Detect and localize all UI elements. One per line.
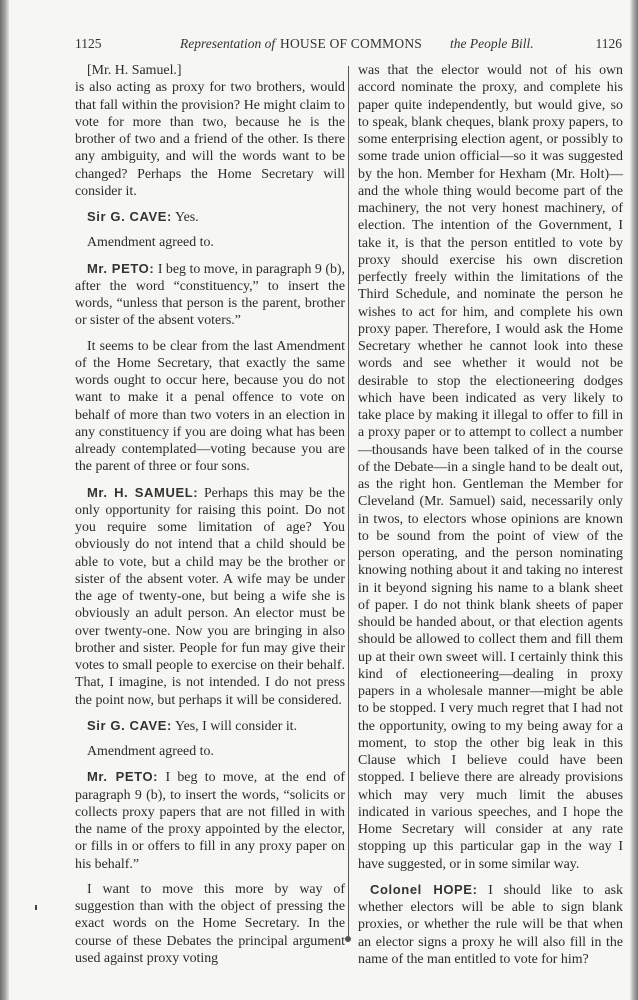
speech-paragraph: Sir G. CAVE: Yes, I will consider it. bbox=[87, 717, 298, 734]
speaker-name: Sir G. CAVE: bbox=[87, 717, 172, 733]
speaker-name: Colonel HOPE: bbox=[370, 881, 478, 897]
speech-paragraph: Colonel HOPE: I should like to ask whether electors will be able to sign blank proxies, or whether the rule will be that when an elector signs a proxy he will also fill in the name of the man entitled to vote for him? bbox=[358, 881, 623, 967]
scan-speck bbox=[35, 905, 37, 910]
right-running-title: the People Bill. bbox=[450, 36, 534, 51]
right-column bbox=[358, 62, 623, 968]
speech-paragraph: Mr. PETO: I beg to move, at the end of paragraph 9 (b), to insert the words, “solicits or collects proxy papers that are not filled in with the name of the proxy appointed by the elector, or fills in or offers to fill in any proxy paper on his behalf.” bbox=[75, 769, 345, 872]
left-page-number: 1125 bbox=[75, 36, 102, 51]
speech-paragraph: Mr. H. SAMUEL: Perhaps this may be the only opportunity for raising this point. Do not you require some limitation of age? You obviously do not intend that a child should be able to vote, but a child may be the brother or sister of the absent voter. A wife may be under the age of twenty-one, but being a wife she is obviously an adult person. An elector must be over twenty-one. Now you are bringing in also brother and sister. People for fun may give their votes to small people to exercise on their behalf. That, I imagine, is not intended. I do not press the point now, but perhaps it will be considered. bbox=[75, 484, 346, 708]
procedural-note: Amendment agreed to. bbox=[87, 744, 214, 759]
page-edge-left bbox=[0, 0, 9, 1000]
speaker-name: Mr. PETO: bbox=[87, 260, 155, 276]
procedural-note: Amendment agreed to. bbox=[87, 235, 214, 251]
left-running-title: Representation of bbox=[180, 36, 276, 51]
column-divider-end bbox=[345, 936, 351, 942]
column-divider bbox=[348, 66, 349, 942]
speech-paragraph: Mr. PETO: I beg to move, in paragraph 9 (b), after the word “constituency,” to insert the words, “unless that person is the parent, brother or sister of the absent voters.” bbox=[75, 260, 345, 329]
speaker-attribution: [Mr. H. Samuel.] bbox=[87, 63, 182, 78]
right-page-number: 1126 bbox=[595, 36, 622, 51]
speaker-name: Sir G. CAVE: bbox=[87, 209, 172, 224]
left-column bbox=[75, 62, 345, 967]
page-edge-right bbox=[630, 0, 638, 1000]
running-header bbox=[75, 36, 622, 52]
paragraph: was that the elector would not of his own accord nominate the proxy, and complete his paper quite independently, but would give, so to speak, blank cheques, blank proxy papers, to some enterprising election agent, or possibly to some trade union official—so it was suggested by the hon. Member for Hexham (Mr. Holt)—and the whole thing would become part of the machinery, the not very honest machinery, of election. The intention of the Government, I take it, is that the person entitled to vote by proxy should exercise his own discretion perfectly freely within the limitations of the Third Schedule, and nominate the person he wishes to act for him, and complete his own proxy paper. Therefore, I would ask the Home Secretary whether he cannot look into these words and see whether it would not be desirable to stop the electioneering dodges which have been indicated as very likely to take place by making it illegal to offer to fill in a proxy paper or to attempt to collect a number—thousands have been talked of in the course of the Debate—in a single hand to be dealt out, as the right hon. Gentleman the Member for Cleveland (Mr. Samuel) said, necessarily only in twos, to electors whose opinions are known to be sound from the point of view of the person operating, and the person nominating knowing nothing about it and taking no interest in it beyond signing his name to a blank sheet of paper. I do not think blank sheets of paper should be handed about, or that election agents should be allowed to collect them and fill them up at their own sweet will. I certainly think this kind of electioneering—dealing in proxy papers in a wholesale manner—might be able to be stopped. I very much regret that I had not the opportunity, owing to my being away for a moment, to stop the other big leak in this Clause which I believe could have been stopped. I believe there are already provisions which may very much limit the abuses indicated in various speeches, and I hope the Home Secretary will consider at any rate stopping up this particular gap in the way I have suggested, or in some similar way. bbox=[358, 63, 623, 872]
speaker-name: Mr. PETO: bbox=[87, 769, 159, 785]
paragraph: I want to move this more by way of suggestion than with the object of pressing the exact words on the Home Secretary. In the course of these Debates the principal argument used against proxy voting bbox=[75, 881, 345, 966]
paragraph: It seems to be clear from the last Amendment of the Home Secretary, that exactly the same words ought to occur here, because you do not want to make it a penal offence to vote on behalf of more than two voters in an election in any constituency if you are doing what has been already contemplated—voting because you are the parent of three or four sons. bbox=[75, 338, 345, 475]
paragraph: is also acting as proxy for two brothers, would that fall within the provision? He might claim to vote for more than two, because he is the brother of two and a friend of the other. Is there any ambiguity, and will the words want to be changed? Perhaps the Home Secretary will consider it. bbox=[75, 80, 345, 199]
speech-paragraph: Sir G. CAVE: Yes. bbox=[87, 209, 199, 225]
speaker-name: Mr. H. SAMUEL: bbox=[87, 484, 199, 500]
center-title: HOUSE OF COMMONS bbox=[280, 36, 422, 51]
